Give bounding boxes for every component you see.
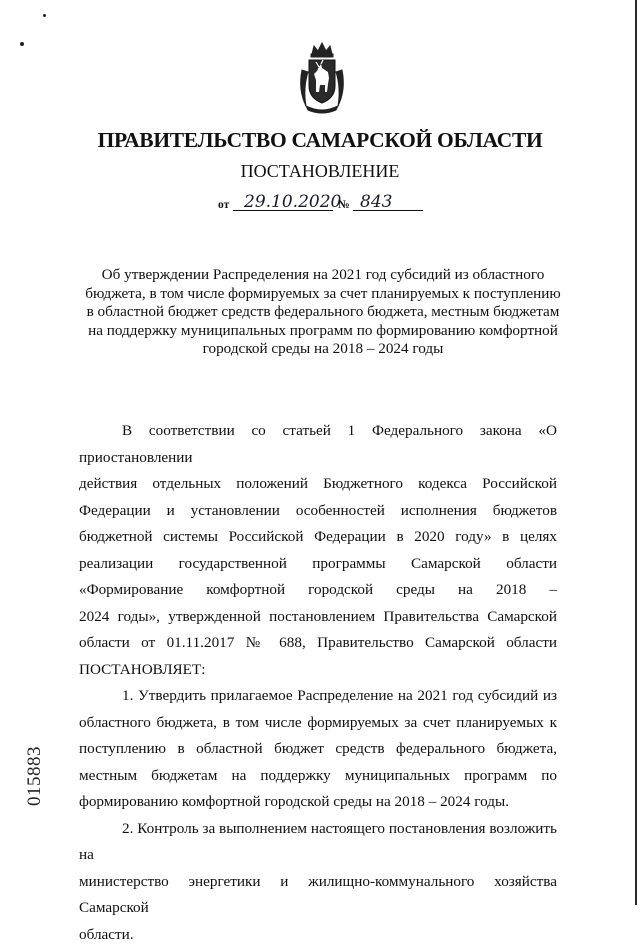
item1-line: местным бюджетам на поддержку муниципальных программ по	[79, 763, 557, 790]
preamble-line: бюджетной системы Российской Федерации в 2020 году» в целях	[79, 524, 557, 551]
item2-line: области.	[79, 922, 557, 948]
item1-line: поступлению в областной бюджет средств федерального бюджета,	[79, 736, 557, 763]
subject-line: Об утверждении Распределения на 2021 год субсидий из областного	[80, 266, 566, 285]
preamble-line: реализации государственной программы Самарской области	[79, 551, 557, 578]
handwritten-number: 843	[360, 192, 392, 212]
preamble-line: 2024 годы», утвержденной постановлением Правительства Самарской	[79, 604, 557, 631]
date-number-row	[218, 192, 428, 214]
number-prefix: №	[338, 199, 350, 211]
document-type: ПОСТАНОВЛЕНИЕ	[0, 161, 640, 182]
document-subject	[80, 266, 566, 359]
preamble-line: действия отдельных положений Бюджетного кодекса Российской	[79, 471, 557, 498]
subject-line: в областной бюджет средств федерального бюджета, местным бюджетам	[80, 303, 566, 322]
item2-line: министерство энергетики и жилищно-коммунального хозяйства Самарской	[79, 869, 557, 922]
handwritten-date: 29.10.2020	[244, 192, 341, 212]
preamble-line: Федерации и установлении особенностей исполнения бюджетов	[79, 498, 557, 525]
date-prefix: от	[218, 199, 229, 211]
subject-line: на поддержку муниципальных программ по формированию комфортной	[80, 322, 566, 341]
item1-line: 1. Утвердить прилагаемое Распределение на 2021 год субсидий из	[79, 683, 557, 710]
scan-speck	[43, 14, 46, 17]
item2-line: 2. Контроль за выполнением настоящего постановления возложить на	[79, 816, 557, 869]
item1-line: областного бюджета, в том числе формируемых за счет планируемых к	[79, 710, 557, 737]
scan-speck	[20, 42, 24, 46]
government-title: ПРАВИТЕЛЬСТВО САМАРСКОЙ ОБЛАСТИ	[0, 128, 640, 153]
preamble-line: «Формирование комфортной городской среды на 2018 –	[79, 577, 557, 604]
preamble-line: области от 01.11.2017 № 688, Правительство Самарской области	[79, 630, 557, 657]
subject-line: городской среды на 2018 – 2024 годы	[80, 340, 566, 359]
coat-of-arms-emblem	[294, 40, 350, 116]
preamble-line: В соответствии со статьей 1 Федерального закона «О приостановлении	[79, 418, 557, 471]
margin-serial-number: 015883	[24, 746, 46, 806]
subject-line: бюджета, в том числе формируемых за счет планируемых к поступлению	[80, 285, 566, 304]
document-body	[79, 418, 557, 948]
resolves-heading: ПОСТАНОВЛЯЕТ:	[79, 657, 557, 684]
item1-line: формированию комфортной городской среды на 2018 – 2024 годы.	[79, 789, 557, 816]
